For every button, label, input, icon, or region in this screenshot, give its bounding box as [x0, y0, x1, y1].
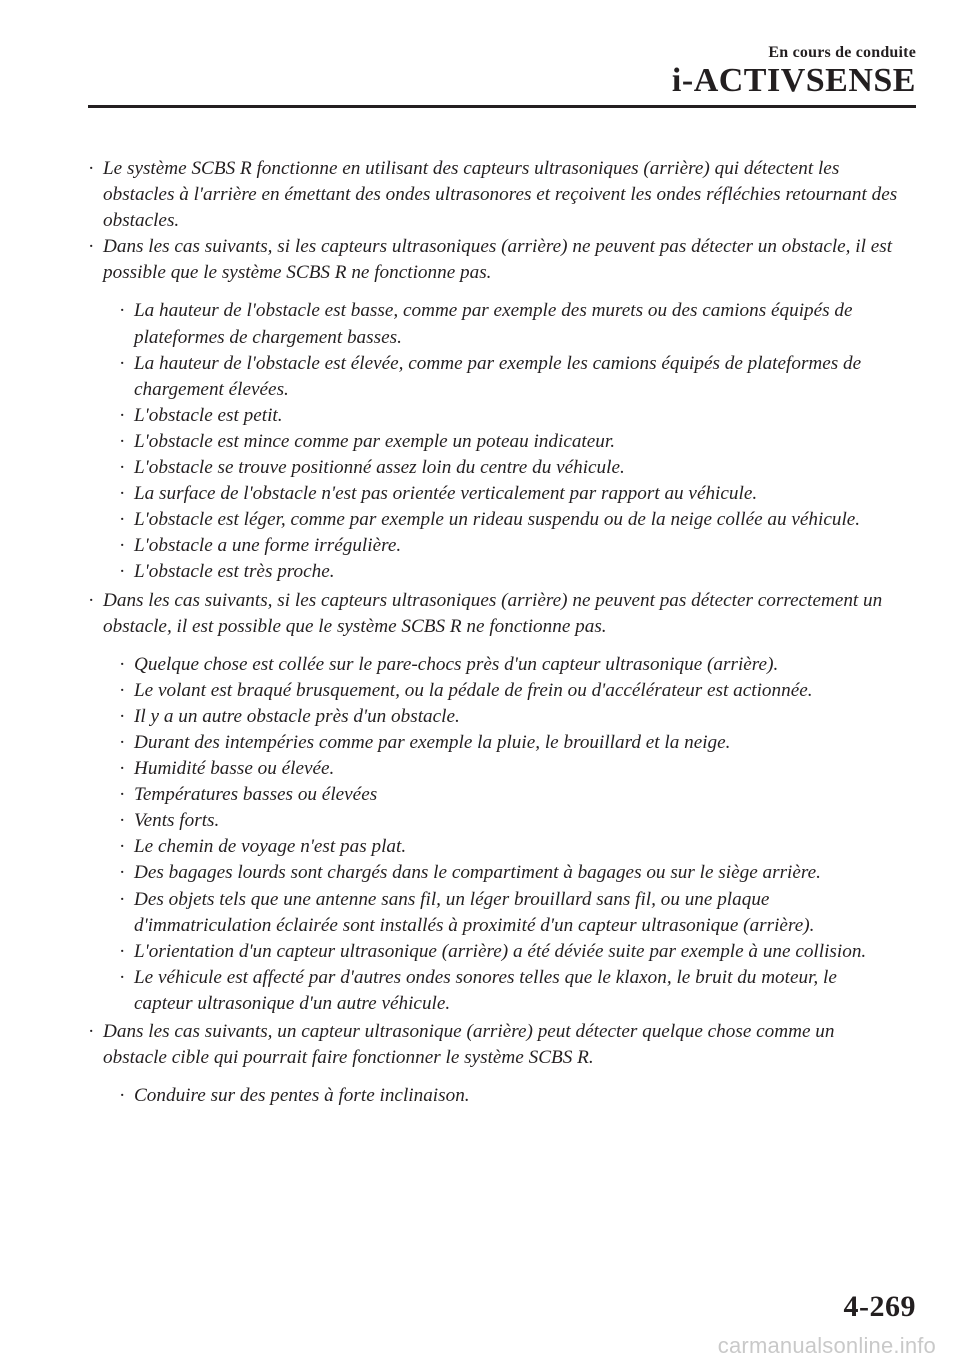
sub-list-item	[103, 455, 900, 481]
sub-list-item	[103, 429, 900, 455]
bullet-icon: ·	[119, 430, 126, 452]
sub-list-item-text: Des bagages lourds sont chargés dans le compartiment à bagages ou sur le siège arrière.	[134, 862, 821, 884]
bullet-icon: ·	[119, 509, 126, 531]
bullet-icon: ·	[119, 483, 126, 505]
sub-list	[103, 1083, 900, 1109]
bullet-icon: ·	[119, 457, 126, 479]
bullet-icon: ·	[88, 236, 95, 258]
sub-list	[103, 298, 900, 585]
sub-list-item	[103, 1083, 900, 1109]
bullet-icon: ·	[119, 404, 126, 426]
sub-list-item-text: Vents forts.	[134, 810, 220, 832]
sub-list-item-text: Le volant est braqué brusquement, ou la pédale de frein ou d'accélérateur est actionnée.	[134, 679, 813, 701]
bullet-icon: ·	[119, 862, 126, 884]
sub-list-item	[103, 559, 900, 585]
sub-list-item-text: La hauteur de l'obstacle est élevée, comme par exemple les camions équipés de plateformes de chargement élevées.	[134, 352, 862, 400]
bullet-icon: ·	[119, 1085, 126, 1107]
sub-list-item-text: Le chemin de voyage n'est pas plat.	[134, 836, 407, 858]
list-item	[88, 234, 900, 585]
sub-list-item-text: Températures basses ou élevées	[134, 784, 378, 806]
watermark: carmanualsonline.info	[717, 1333, 936, 1358]
list-item	[88, 156, 900, 234]
list-item-text: Le système SCBS R fonctionne en utilisant des capteurs ultrasoniques (arrière) qui détectent les obstacles à l'arrière en émettant des ondes ultrasonores et reçoivent les ondes réfléchies retournant des obstacles.	[103, 158, 898, 232]
sub-list-item	[103, 965, 900, 1017]
bullet-icon: ·	[119, 836, 126, 858]
sub-list-item	[103, 939, 900, 965]
bullet-icon: ·	[119, 888, 126, 910]
header-divider	[88, 105, 916, 108]
sub-list-item	[103, 652, 900, 678]
list-item	[88, 1019, 900, 1109]
sub-list-item	[103, 860, 900, 886]
bullet-icon: ·	[119, 810, 126, 832]
sub-list-item-text: L'obstacle est mince comme par exemple un poteau indicateur.	[134, 430, 616, 452]
sub-list-item-text: Quelque chose est collée sur le pare-chocs près d'un capteur ultrasonique (arrière).	[134, 653, 779, 675]
list-item-text: Dans les cas suivants, si les capteurs ultrasoniques (arrière) ne peuvent pas détecter un obstacle, il est possible que le système SCBS R ne fonctionne pas.	[103, 236, 893, 284]
sub-list-item	[103, 298, 900, 350]
sub-list-item-text: L'obstacle a une forme irrégulière.	[134, 535, 402, 557]
list-item-text: Dans les cas suivants, un capteur ultrasonique (arrière) peut détecter quelque chose comme un obstacle cible qui pourrait faire fonctionner le système SCBS R.	[103, 1021, 835, 1069]
bullet-icon: ·	[119, 705, 126, 727]
sub-list-item-text: L'obstacle est léger, comme par exemple un rideau suspendu ou de la neige collée au véhicule.	[134, 509, 861, 531]
bullet-list	[88, 156, 900, 1109]
sub-list-item	[103, 403, 900, 429]
bullet-icon: ·	[119, 940, 126, 962]
list-item	[88, 588, 900, 1018]
sub-list-item-text: La surface de l'obstacle n'est pas orientée verticalement par rapport au véhicule.	[134, 483, 758, 505]
bullet-icon: ·	[88, 589, 95, 611]
page-number: 4-269	[843, 1290, 916, 1323]
sub-list-item-text: L'orientation d'un capteur ultrasonique (arrière) a été déviée suite par exemple à une collision.	[134, 940, 867, 962]
sub-list-item	[103, 834, 900, 860]
section-title: En cours de conduite	[768, 44, 916, 61]
sub-list-item-text: Le véhicule est affecté par d'autres ondes sonores telles que le klaxon, le bruit du moteur, le capteur ultrasonique d'un autre véhicule.	[134, 966, 837, 1014]
sub-list-item	[103, 756, 900, 782]
sub-list-item	[103, 808, 900, 834]
bullet-icon: ·	[119, 561, 126, 583]
bullet-icon: ·	[119, 535, 126, 557]
sub-list	[103, 652, 900, 1017]
bullet-icon: ·	[119, 731, 126, 753]
sub-list-item-text: La hauteur de l'obstacle est basse, comme par exemple des murets ou des camions équipés de plateformes de chargement basses.	[134, 300, 853, 348]
bullet-icon: ·	[119, 966, 126, 988]
sub-list-item	[103, 678, 900, 704]
chapter-title: i-ACTIVSENSE	[671, 62, 916, 99]
sub-list-item-text: L'obstacle est très proche.	[134, 561, 335, 583]
bullet-icon: ·	[119, 758, 126, 780]
sub-list-item	[103, 351, 900, 403]
bullet-icon: ·	[119, 784, 126, 806]
sub-list-item-text: Durant des intempéries comme par exemple la pluie, le brouillard et la neige.	[134, 731, 731, 753]
bullet-icon: ·	[119, 653, 126, 675]
bullet-icon: ·	[119, 352, 126, 374]
sub-list-item	[103, 730, 900, 756]
sub-list-item-text: L'obstacle se trouve positionné assez loin du centre du véhicule.	[134, 457, 625, 479]
sub-list-item-text: Des objets tels que une antenne sans fil, un léger brouillard sans fil, ou une plaque d'immatriculation éclairée sont installés à proximité d'un capteur ultrasonique (arrière).	[134, 888, 815, 936]
bullet-icon: ·	[88, 158, 95, 179]
bullet-icon: ·	[119, 679, 126, 701]
sub-list-item	[103, 782, 900, 808]
sub-list-item-text: Il y a un autre obstacle près d'un obstacle.	[134, 705, 460, 727]
main-content	[88, 156, 900, 1111]
sub-list-item	[103, 507, 900, 533]
sub-list-item	[103, 533, 900, 559]
bullet-icon: ·	[88, 1021, 95, 1042]
sub-list-item	[103, 887, 900, 939]
list-item-text: Dans les cas suivants, si les capteurs ultrasoniques (arrière) ne peuvent pas détecter correctement un obstacle, il est possible que le système SCBS R ne fonctionne pas.	[103, 589, 883, 637]
sub-list-item-text: Humidité basse ou élevée.	[134, 758, 335, 780]
sub-list-item-text: Conduire sur des pentes à forte inclinaison.	[134, 1085, 470, 1107]
sub-list-item-text: L'obstacle est petit.	[134, 404, 283, 426]
bullet-icon: ·	[119, 300, 126, 322]
sub-list-item	[103, 481, 900, 507]
sub-list-item	[103, 704, 900, 730]
